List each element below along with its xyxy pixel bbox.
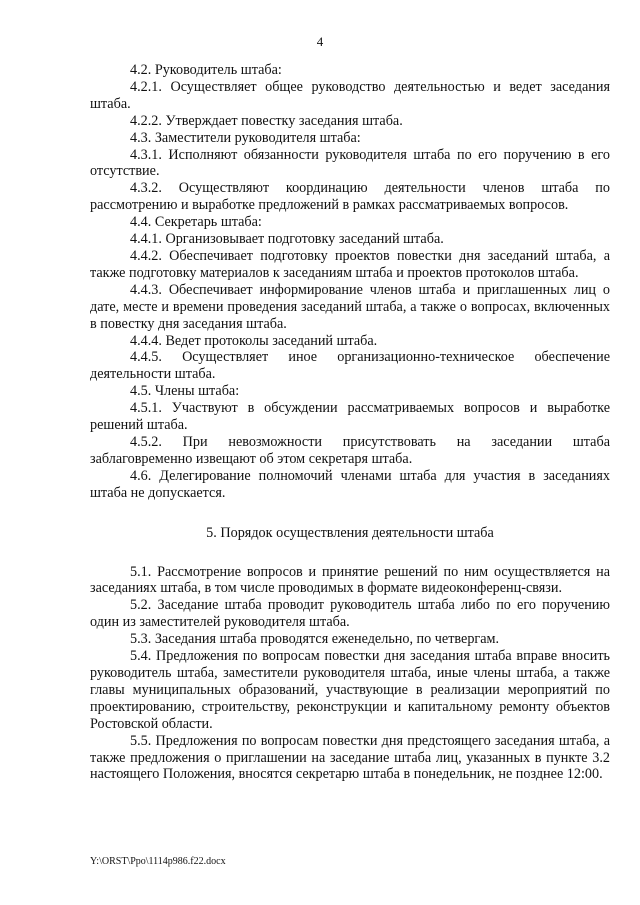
paragraph-4-3-1: 4.3.1. Исполняют обязанности руководителя штаба по его поручению в его отсутствие. — [90, 146, 610, 180]
paragraph-4-5: 4.5. Члены штаба: — [130, 383, 240, 400]
paragraph-4-4-5: 4.4.5. Осуществляет иное организационно-техническое обеспечение деятельности штаба. — [90, 349, 610, 383]
paragraph-4-5-2: 4.5.2. При невозможности присутствовать на заседании штаба заблаговременно извещают об этом секретаря штаба. — [90, 433, 610, 467]
footer-file-path: Y:\ORST\Ppo\1114p986.f22.docx — [90, 856, 226, 867]
document-body — [90, 62, 610, 783]
paragraph-4-4: 4.4. Секретарь штаба: — [130, 214, 262, 231]
paragraph-5-5: 5.5. Предложения по вопросам повестки дня предстоящего заседания штаба, а также предложения о приглашении на заседание штаба лиц, указанных в пункте 3.2 настоящего Положения, вносятся секретарю штаба в понедельник, не позднее 12:00. — [90, 732, 610, 783]
paragraph-4-2-2: 4.2.2. Утверждает повестку заседания штаба. — [130, 112, 403, 129]
paragraph-4-4-1: 4.4.1. Организовывает подготовку заседаний штаба. — [130, 231, 444, 248]
paragraph-4-3: 4.3. Заместители руководителя штаба: — [130, 129, 361, 146]
paragraph-5-1: 5.1. Рассмотрение вопросов и принятие решений по ним осуществляется на заседаниях штаба, в том числе проводимых в формате видеоконференц-связи. — [90, 563, 610, 597]
paragraph-5-4: 5.4. Предложения по вопросам повестки дня заседания штаба вправе вносить руководитель штаба, заместители руководителя штаба, иные члены штаба, а также главы муниципальных образований, участвующие в реализации мероприятий по проектированию, строительству, реконструкции и капитальному ремонту объектов Ростовской области. — [90, 648, 610, 732]
paragraph-4-4-4: 4.4.4. Ведет протоколы заседаний штаба. — [130, 332, 378, 349]
paragraph-4-6: 4.6. Делегирование полномочий членами штаба для участия в заседаниях штаба не допускается. — [90, 467, 610, 501]
page-number: 4 — [316, 34, 324, 49]
section-heading: 5. Порядок осуществления деятельности штаба — [206, 524, 494, 541]
paragraph-4-5-1: 4.5.1. Участвуют в обсуждении рассматриваемых вопросов и выработке решений штаба. — [90, 400, 610, 434]
paragraph-4-3-2: 4.3.2. Осуществляют координацию деятельности членов штаба по рассмотрению и выработке предложений в рамках рассматриваемых вопросов. — [90, 180, 610, 214]
paragraph-4-4-2: 4.4.2. Обеспечивает подготовку проектов повестки дня заседаний штаба, а также подготовку материалов к заседаниям штаба и проектов протоколов штаба. — [90, 247, 610, 281]
paragraph-4-2-1: 4.2.1. Осуществляет общее руководство деятельностью и ведет заседания штаба. — [90, 78, 610, 112]
paragraph-5-3: 5.3. Заседания штаба проводятся еженедельно, по четвергам. — [130, 631, 500, 648]
paragraph-5-2: 5.2. Заседание штаба проводит руководитель штаба либо по его поручению один из заместителей руководителя штаба. — [90, 597, 610, 631]
paragraph-4-2: 4.2. Руководитель штаба: — [130, 62, 282, 78]
paragraph-4-4-3: 4.4.3. Обеспечивает информирование членов штаба и приглашенных лиц о дате, месте и времени проведения заседаний штаба, а также о вопросах, включенных в повестку дня заседания штаба. — [90, 281, 610, 332]
